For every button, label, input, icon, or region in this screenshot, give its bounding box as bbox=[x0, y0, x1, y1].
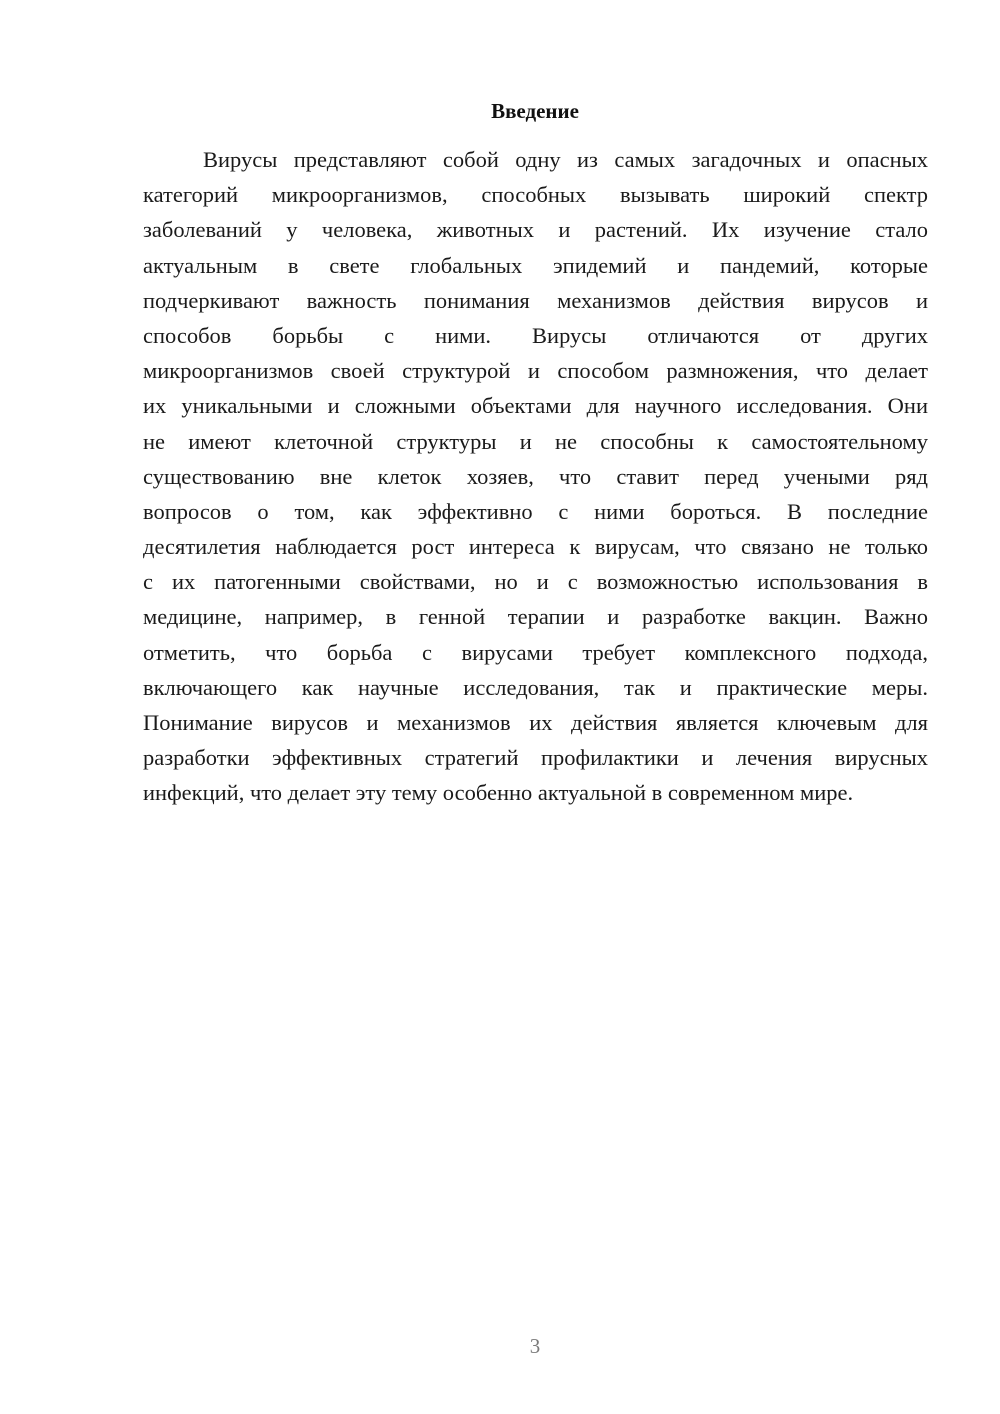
paragraph-line: категорий микроорганизмов, способных вызывать широкий спектр bbox=[143, 182, 928, 208]
paragraph-line: вопросов о том, как эффективно с ними бороться. В последние bbox=[143, 498, 928, 524]
paragraph-line: существованию вне клеток хозяев, что ставит перед учеными ряд bbox=[143, 463, 928, 489]
paragraph-line: актуальным в свете глобальных эпидемий и пандемий, которые bbox=[143, 252, 928, 278]
paragraph-line: способов борьбы с ними. Вирусы отличаются от других bbox=[143, 322, 928, 348]
paragraph-line: с их патогенными свойствами, но и с возможностью использования в bbox=[143, 569, 928, 595]
paragraph-line: Вирусы представляют собой одну из самых загадочных и опасных bbox=[203, 147, 928, 172]
body-paragraph bbox=[143, 142, 928, 811]
paragraph-line: микроорганизмов своей структурой и способом размножения, что делает bbox=[143, 358, 928, 384]
paragraph-line: их уникальными и сложными объектами для научного исследования. Они bbox=[143, 393, 928, 419]
paragraph-line: разработки эффективных стратегий профилактики и лечения вирусных bbox=[143, 745, 928, 771]
paragraph-line: медицине, например, в генной терапии и разработке вакцин. Важно bbox=[143, 604, 928, 630]
paragraph-line: десятилетия наблюдается рост интереса к вирусам, что связано не только bbox=[143, 534, 928, 560]
page-number: 3 bbox=[529, 1334, 541, 1358]
paragraph-line: включающего как научные исследования, так и практические меры. bbox=[143, 674, 928, 700]
paragraph-line: Понимание вирусов и механизмов их действия является ключевым для bbox=[143, 710, 928, 735]
paragraph-line: не имеют клеточной структуры и не способны к самостоятельному bbox=[143, 428, 928, 454]
paragraph-line: инфекций, что делает эту тему особенно актуальной в современном мире. bbox=[143, 780, 854, 806]
paragraph-line: заболеваний у человека, животных и растений. Их изучение стало bbox=[143, 217, 928, 243]
paragraph-line: отметить, что борьба с вирусами требует комплексного подхода, bbox=[143, 639, 928, 665]
section-title: Введение bbox=[491, 99, 579, 123]
paragraph-line: подчеркивают важность понимания механизмов действия вирусов и bbox=[143, 287, 928, 313]
